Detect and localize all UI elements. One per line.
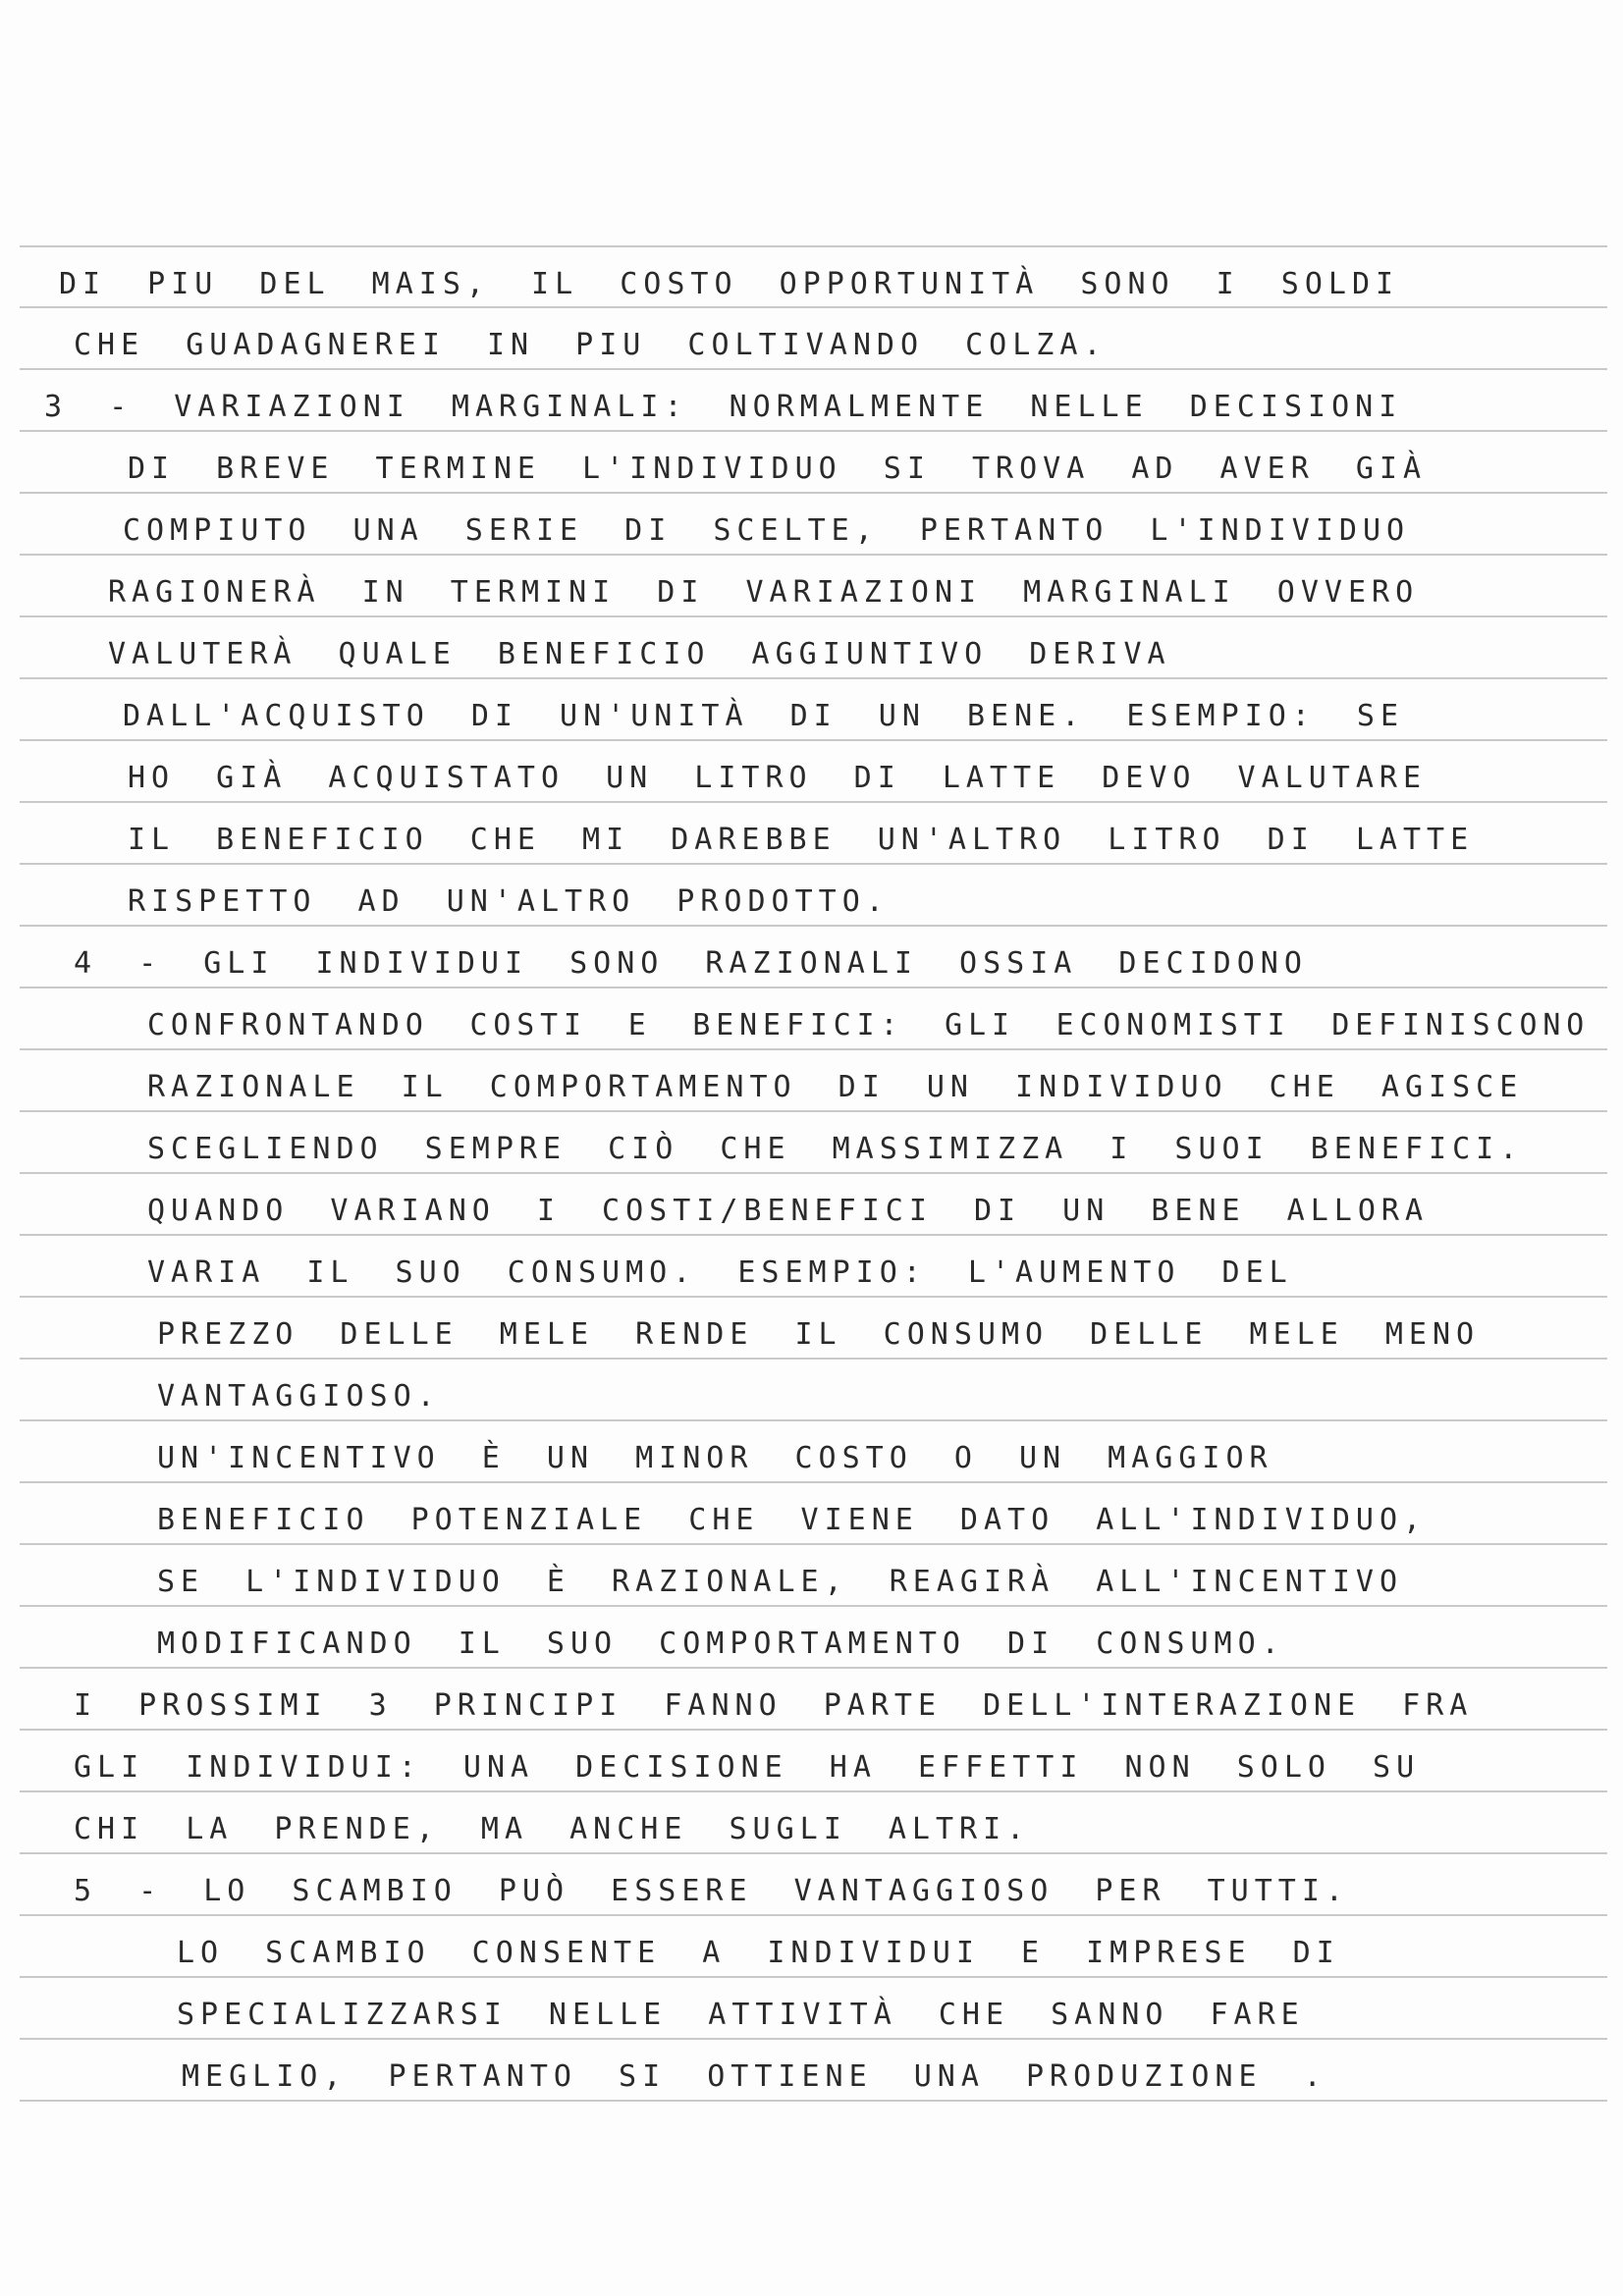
ruled-line bbox=[20, 987, 1607, 988]
ruled-line bbox=[20, 492, 1607, 494]
ruled-line bbox=[20, 677, 1607, 679]
ruled-line bbox=[20, 2100, 1607, 2102]
ruled-line bbox=[20, 1296, 1607, 1298]
text-line: GLI INDIVIDUI: UNA DECISIONE HA EFFETTI NON SOLO SU bbox=[74, 1750, 1421, 1785]
text-line: VALUTERÀ QUALE BENEFICIO AGGIUNTIVO DERIVA bbox=[108, 637, 1171, 671]
text-line: LO SCAMBIO CONSENTE A INDIVIDUI E IMPRESE DI bbox=[177, 1936, 1340, 1970]
ruled-line bbox=[20, 615, 1607, 617]
text-line: CHE GUADAGNEREI IN PIU COLTIVANDO COLZA. bbox=[74, 328, 1108, 362]
text-line: VANTAGGIOSO. bbox=[157, 1379, 441, 1414]
ruled-line bbox=[20, 1914, 1607, 1916]
ruled-line bbox=[20, 306, 1607, 308]
text-line: COMPIUTO UNA SERIE DI SCELTE, PERTANTO L'INDIVIDUO bbox=[123, 513, 1411, 548]
text-line: I PROSSIMI 3 PRINCIPI FANNO PARTE DELL'INTERAZIONE FRA bbox=[74, 1688, 1474, 1723]
text-line: MEGLIO, PERTANTO SI OTTIENE UNA PRODUZIONE . bbox=[182, 2059, 1327, 2094]
ruled-line bbox=[20, 1048, 1607, 1050]
text-line: BENEFICIO POTENZIALE CHE VIENE DATO ALL'INDIVIDUO, bbox=[157, 1503, 1428, 1537]
text-line: CONFRONTANDO COSTI E BENEFICI: GLI ECONOMISTI DEFINISCONO bbox=[147, 1008, 1591, 1042]
ruled-line bbox=[20, 1976, 1607, 1978]
ruled-line bbox=[20, 1234, 1607, 1236]
ruled-line bbox=[20, 925, 1607, 927]
ruled-line bbox=[20, 1419, 1607, 1421]
ruled-line bbox=[20, 801, 1607, 803]
ruled-line bbox=[20, 1358, 1607, 1360]
ruled-line bbox=[20, 1172, 1607, 1174]
text-line: RAGIONERÀ IN TERMINI DI VARIAZIONI MARGINALI OVVERO bbox=[108, 575, 1420, 610]
text-line: VARIA IL SUO CONSUMO. ESEMPIO: L'AUMENTO DEL bbox=[147, 1255, 1293, 1290]
ruled-line bbox=[20, 1667, 1607, 1669]
ruled-line bbox=[20, 554, 1607, 556]
text-line: MODIFICANDO IL SUO COMPORTAMENTO DI CONSUMO. bbox=[157, 1627, 1285, 1661]
text-line: DALL'ACQUISTO DI UN'UNITÀ DI UN BENE. ESEMPIO: SE bbox=[123, 699, 1405, 733]
ruled-line bbox=[20, 1605, 1607, 1607]
ruled-line bbox=[20, 245, 1607, 247]
text-line: 3 - VARIAZIONI MARGINALI: NORMALMENTE NELLE DECISIONI bbox=[44, 390, 1403, 424]
text-line: SPECIALIZZARSI NELLE ATTIVITÀ CHE SANNO FARE bbox=[177, 1998, 1305, 2032]
ruled-line bbox=[20, 1852, 1607, 1854]
text-line: DI PIU DEL MAIS, IL COSTO OPPORTUNITÀ SONO I SOLDI bbox=[59, 267, 1400, 301]
ruled-line bbox=[20, 863, 1607, 865]
text-line: QUANDO VARIANO I COSTI/BENEFICI DI UN BENE ALLORA bbox=[147, 1194, 1430, 1228]
ruled-line bbox=[20, 1790, 1607, 1792]
text-line: DI BREVE TERMINE L'INDIVIDUO SI TROVA AD AVER GIÀ bbox=[128, 452, 1428, 486]
text-line: PREZZO DELLE MELE RENDE IL CONSUMO DELLE MELE MENO bbox=[157, 1317, 1481, 1352]
text-line: SCEGLIENDO SEMPRE CIÒ CHE MASSIMIZZA I SUOI BENEFICI. bbox=[147, 1132, 1524, 1166]
text-line: RAZIONALE IL COMPORTAMENTO DI UN INDIVIDUO CHE AGISCE bbox=[147, 1070, 1524, 1104]
text-line: 4 - GLI INDIVIDUI SONO RAZIONALI OSSIA DECIDONO bbox=[74, 946, 1308, 981]
text-line: IL BENEFICIO CHE MI DAREBBE UN'ALTRO LITRO DI LATTE bbox=[128, 823, 1475, 857]
ruled-line bbox=[20, 1729, 1607, 1731]
text-line: UN'INCENTIVO È UN MINOR COSTO O UN MAGGIOR bbox=[157, 1441, 1273, 1475]
text-line: SE L'INDIVIDUO È RAZIONALE, REAGIRÀ ALL'INCENTIVO bbox=[157, 1565, 1404, 1599]
ruled-line bbox=[20, 2038, 1607, 2040]
text-line: 5 - LO SCAMBIO PUÒ ESSERE VANTAGGIOSO PER TUTTI. bbox=[74, 1874, 1349, 1908]
ruled-line bbox=[20, 1543, 1607, 1545]
ruled-line bbox=[20, 1110, 1607, 1112]
ruled-line bbox=[20, 1481, 1607, 1483]
ruled-line bbox=[20, 368, 1607, 370]
ruled-line bbox=[20, 430, 1607, 432]
text-line: CHI LA PRENDE, MA ANCHE SUGLI ALTRI. bbox=[74, 1812, 1031, 1846]
text-line: HO GIÀ ACQUISTATO UN LITRO DI LATTE DEVO VALUTARE bbox=[128, 761, 1428, 795]
ruled-line bbox=[20, 739, 1607, 741]
text-line: RISPETTO AD UN'ALTRO PRODOTTO. bbox=[128, 884, 890, 919]
